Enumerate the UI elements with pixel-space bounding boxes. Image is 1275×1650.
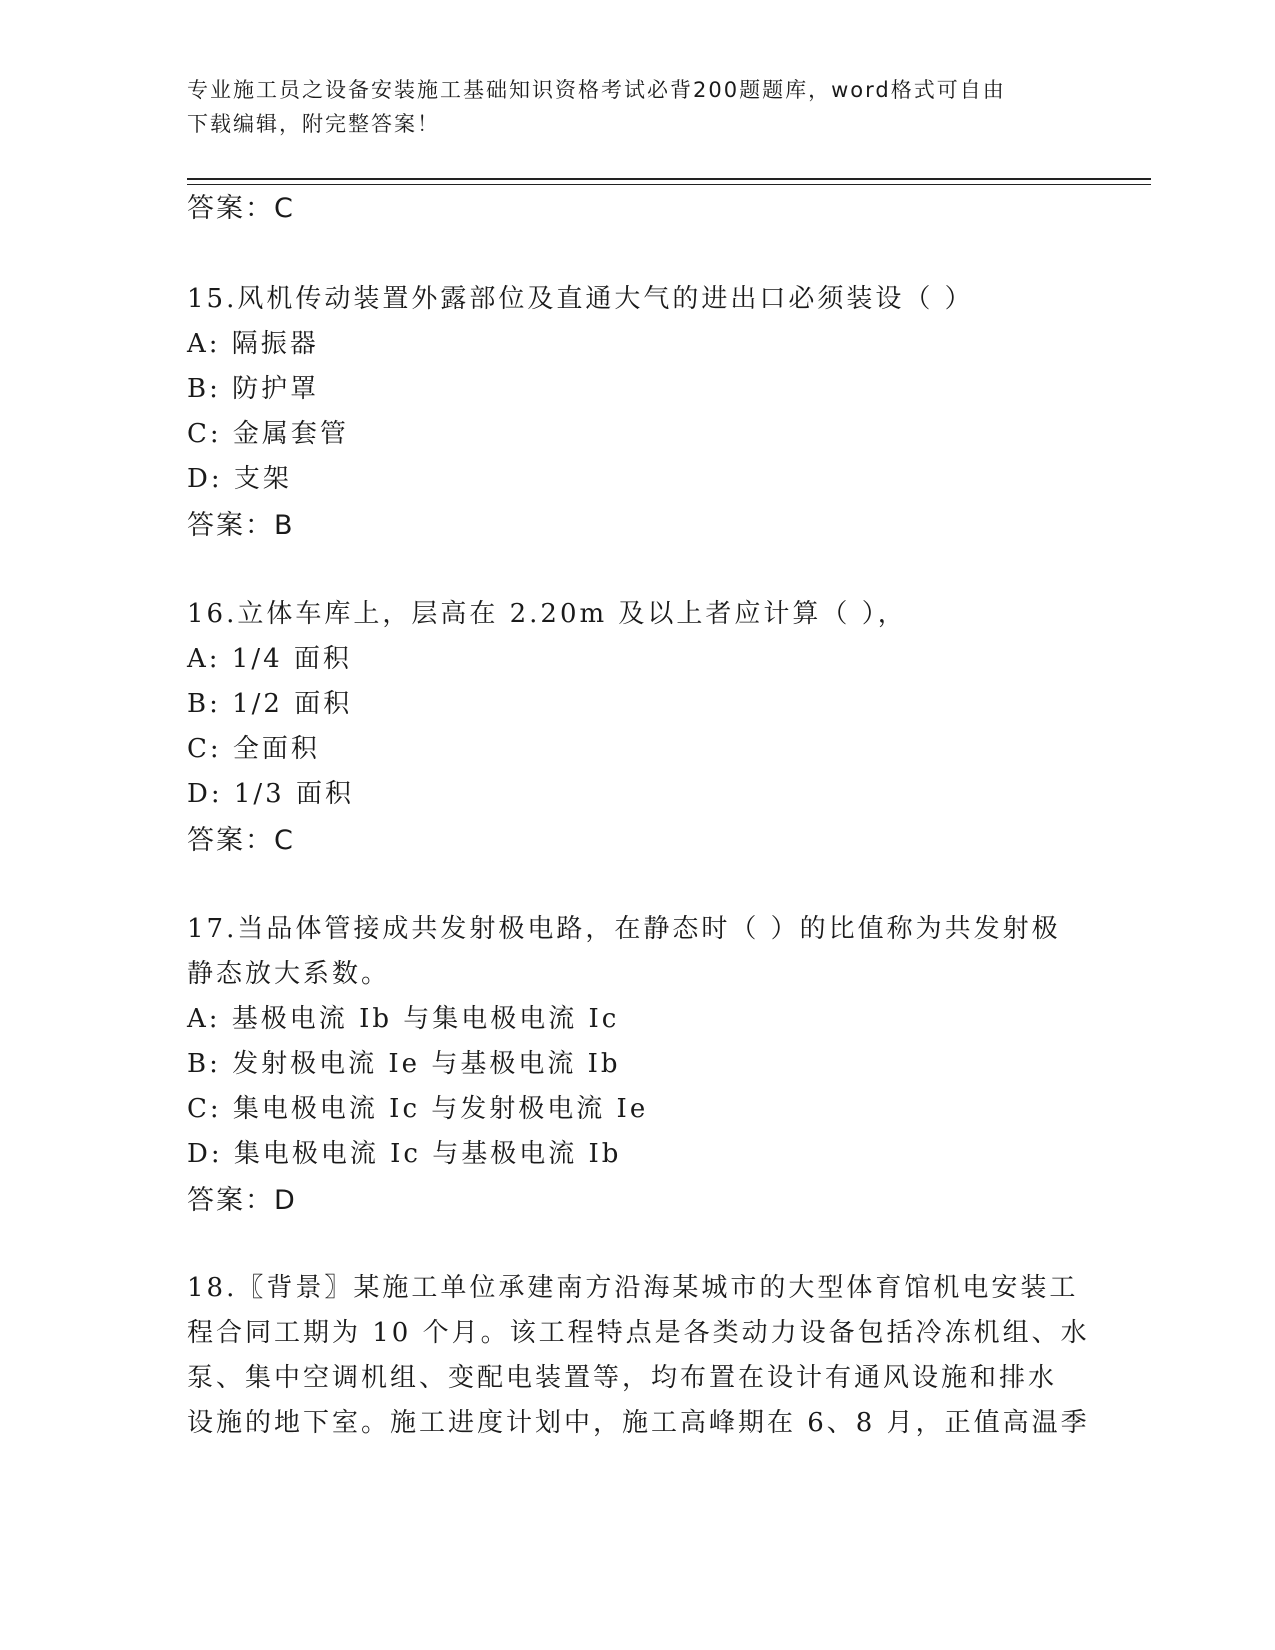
option-b: B: 发射极电流 Ie 与基极电流 Ib bbox=[187, 1049, 621, 1079]
option-c: C: 全面积 bbox=[187, 734, 320, 764]
answer: 答案：C bbox=[187, 825, 295, 856]
question-stem-line-2: 静态放大系数。 bbox=[187, 959, 391, 989]
option-a: A: 隔振器 bbox=[187, 329, 319, 359]
option-b: B: 1/2 面积 bbox=[187, 689, 353, 719]
option-c: C: 金属套管 bbox=[187, 419, 349, 449]
answer: 答案：D bbox=[187, 1185, 297, 1216]
header-divider-thick bbox=[187, 178, 1151, 180]
question-stem: 15.风机传动装置外露部位及直通大气的进出口必须装设（ ） bbox=[187, 284, 974, 314]
option-d: D: 1/3 面积 bbox=[187, 779, 354, 809]
option-a: A: 1/4 面积 bbox=[187, 644, 352, 674]
question-stem-line-1: 18.〖背景〗某施工单位承建南方沿海某城市的大型体育馆机电安装工 bbox=[187, 1273, 1079, 1303]
previous-answer: 答案：C bbox=[187, 193, 295, 224]
option-d: D: 支架 bbox=[187, 464, 292, 494]
question-stem: 16.立体车库上，层高在 2.20m 及以上者应计算（ ）， bbox=[187, 599, 907, 629]
option-c: C: 集电极电流 Ic 与发射极电流 Ie bbox=[187, 1094, 649, 1124]
question-stem-line-3: 泵、集中空调机组、变配电装置等，均布置在设计有通风设施和排水 bbox=[187, 1363, 1058, 1393]
option-d: D: 集电极电流 Ic 与基极电流 Ib bbox=[187, 1139, 622, 1169]
option-b: B: 防护罩 bbox=[187, 374, 320, 404]
header-title-line-2: 下载编辑，附完整答案！ bbox=[187, 112, 440, 136]
question-stem-line-1: 17.当品体管接成共发射极电路，在静态时（ ）的比值称为共发射极 bbox=[187, 914, 1061, 944]
question-stem-line-4: 设施的地下室。施工进度计划中，施工高峰期在 6、8 月，正值高温季 bbox=[187, 1408, 1090, 1438]
option-a: A: 基极电流 Ib 与集电极电流 Ic bbox=[187, 1004, 620, 1034]
header-divider-thin bbox=[187, 184, 1151, 185]
question-stem-line-2: 程合同工期为 10 个月。该工程特点是各类动力设备包括冷冻机组、水 bbox=[187, 1318, 1090, 1348]
header-title-line-1: 专业施工员之设备安装施工基础知识资格考试必背200题题库，word格式可自由 bbox=[187, 78, 1006, 102]
answer: 答案：B bbox=[187, 510, 295, 541]
